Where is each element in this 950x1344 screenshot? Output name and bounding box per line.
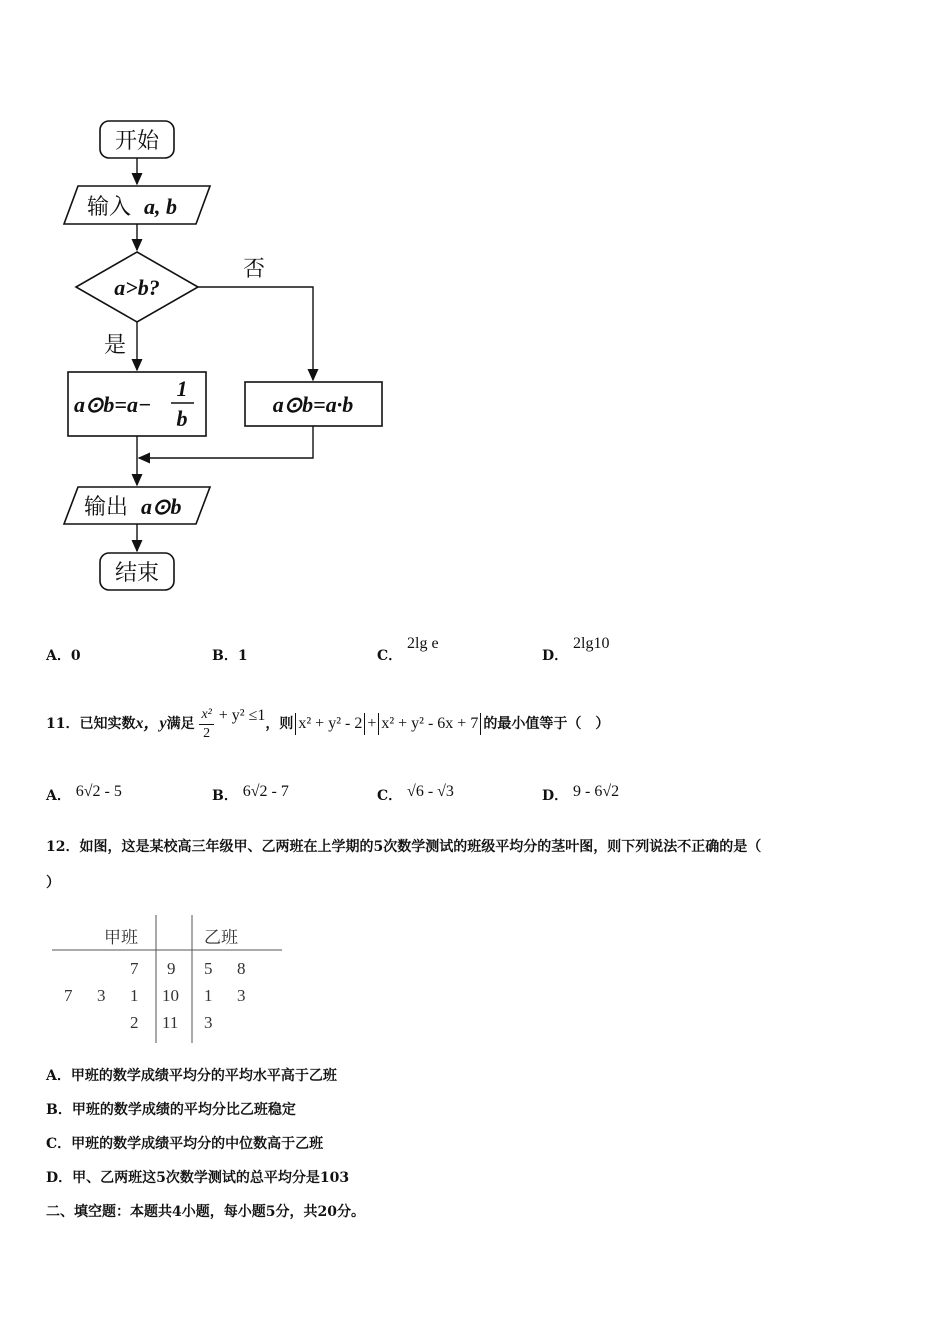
q11-cond-num: x²: [199, 706, 213, 725]
left-process-lhs: a⊙b=a−: [74, 392, 152, 417]
q11-option-b-value: 6√2 - 7: [242, 783, 289, 800]
q11-option-a-value: 6√2 - 5: [75, 783, 122, 800]
no-label: 否: [243, 257, 266, 282]
arrow-no-branch: [198, 287, 313, 380]
right-process-label: a⊙b=a·b: [272, 392, 354, 417]
right-header: 乙班: [204, 928, 238, 947]
flowchart: [0, 0, 420, 610]
leaf-left: 3: [97, 986, 106, 1005]
q11-expr2: x² + y² - 6x + 7: [381, 715, 479, 732]
q11-option-c-label: C．: [377, 788, 403, 804]
q11-option-c[interactable]: [377, 783, 454, 806]
leaf-left: 7: [130, 959, 139, 978]
q10-option-c-value: 2lg e: [407, 635, 439, 652]
q10-option-d-label: D．: [542, 648, 569, 664]
q11-cond-den: 2: [203, 725, 211, 741]
yes-label: 是: [104, 333, 127, 358]
q12-option-d[interactable]: D．甲、乙两班这5次数学测试的总平均分是103: [46, 1170, 350, 1186]
svg-text:输入 a, b: [87, 194, 177, 220]
q12-stem-line2: ）: [46, 875, 60, 891]
abs-bar: [295, 713, 296, 735]
q11-vars: x，y: [135, 715, 167, 732]
condition-label: a>b?: [114, 275, 160, 300]
leaf-right: 8: [237, 959, 246, 978]
q12-option-a[interactable]: A．甲班的数学成绩平均分的平均水平高于乙班: [46, 1068, 337, 1084]
left-header: 甲班: [104, 928, 138, 947]
q11-cond-rest: + y² ≤1: [218, 707, 266, 724]
abs-bar: [480, 713, 481, 735]
q10-option-c[interactable]: [377, 635, 439, 666]
leaf-right: 3: [237, 986, 246, 1005]
stem-leaf-table: [52, 915, 284, 1045]
q10-option-d-value: 2lg10: [573, 635, 610, 652]
flowchart-svg: [0, 0, 420, 610]
start-label: 开始: [114, 129, 160, 154]
q11-option-d-value: 9 - 6√2: [573, 783, 620, 800]
left-frac-num: 1: [176, 376, 188, 401]
q11-expr1: x² + y² - 2: [298, 715, 363, 732]
abs-bar: [364, 713, 365, 735]
stem-value: 11: [162, 1013, 179, 1032]
q12-option-b[interactable]: B．甲班的数学成绩的平均分比乙班稳定: [46, 1102, 296, 1118]
q11-option-c-value: √6 - √3: [407, 783, 454, 800]
q10-option-b-value: 1: [237, 648, 248, 664]
q11-option-a[interactable]: [46, 783, 122, 806]
q11-suffix: 的最小值等于（ ）: [483, 716, 610, 732]
stem-value: 10: [162, 986, 179, 1005]
leaf-right: 1: [204, 986, 213, 1005]
leaf-left: 1: [130, 986, 139, 1005]
q10-option-b[interactable]: [212, 646, 248, 666]
section-2-heading: 二、填空题：本题共4小题，每小题5分，共20分。: [46, 1204, 365, 1220]
q11-option-b-label: B．: [212, 788, 238, 804]
q11-then: ，则: [265, 716, 294, 732]
svg-text:输出 a⊙b: [84, 494, 181, 520]
q12-stem-line1: 12．如图，这是某校高三年级甲、乙两班在上学期的5次数学测试的班级平均分的茎叶图，则下列说法不正确的是（: [46, 839, 762, 855]
q11-prefix: 11．已知实数: [46, 716, 136, 732]
leaf-left: 2: [130, 1013, 139, 1032]
q11-cond-fraction: [199, 706, 213, 743]
input-prefix: 输入: [87, 195, 132, 220]
left-frac-den: b: [176, 406, 188, 431]
leaf-right: 3: [204, 1013, 213, 1032]
q10-option-a-value: 0: [70, 648, 81, 664]
q11-plus: +: [367, 715, 377, 732]
output-expr: a⊙b: [141, 494, 182, 519]
q11-option-d[interactable]: [542, 783, 620, 806]
abs-bar: [378, 713, 379, 735]
q11-option-d-label: D．: [542, 788, 569, 804]
q10-option-c-label: C．: [377, 648, 403, 664]
end-label: 结束: [114, 561, 160, 586]
q10-option-a[interactable]: [46, 646, 81, 666]
input-vars: a, b: [144, 194, 178, 219]
q11-stem: [46, 700, 609, 748]
stem-value: 9: [167, 959, 176, 978]
q11-option-a-label: A．: [46, 788, 71, 804]
leaf-right: 5: [204, 959, 213, 978]
output-prefix: 输出: [84, 495, 129, 520]
q12-option-c[interactable]: C．甲班的数学成绩平均分的中位数高于乙班: [46, 1136, 324, 1152]
q11-option-b[interactable]: [212, 783, 289, 806]
q10-option-a-label: A．: [46, 648, 71, 664]
leaf-left: 7: [64, 986, 73, 1005]
q10-option-d[interactable]: [542, 635, 610, 666]
q11-mid: 满足: [166, 716, 195, 732]
q10-option-b-label: B．: [212, 648, 238, 664]
